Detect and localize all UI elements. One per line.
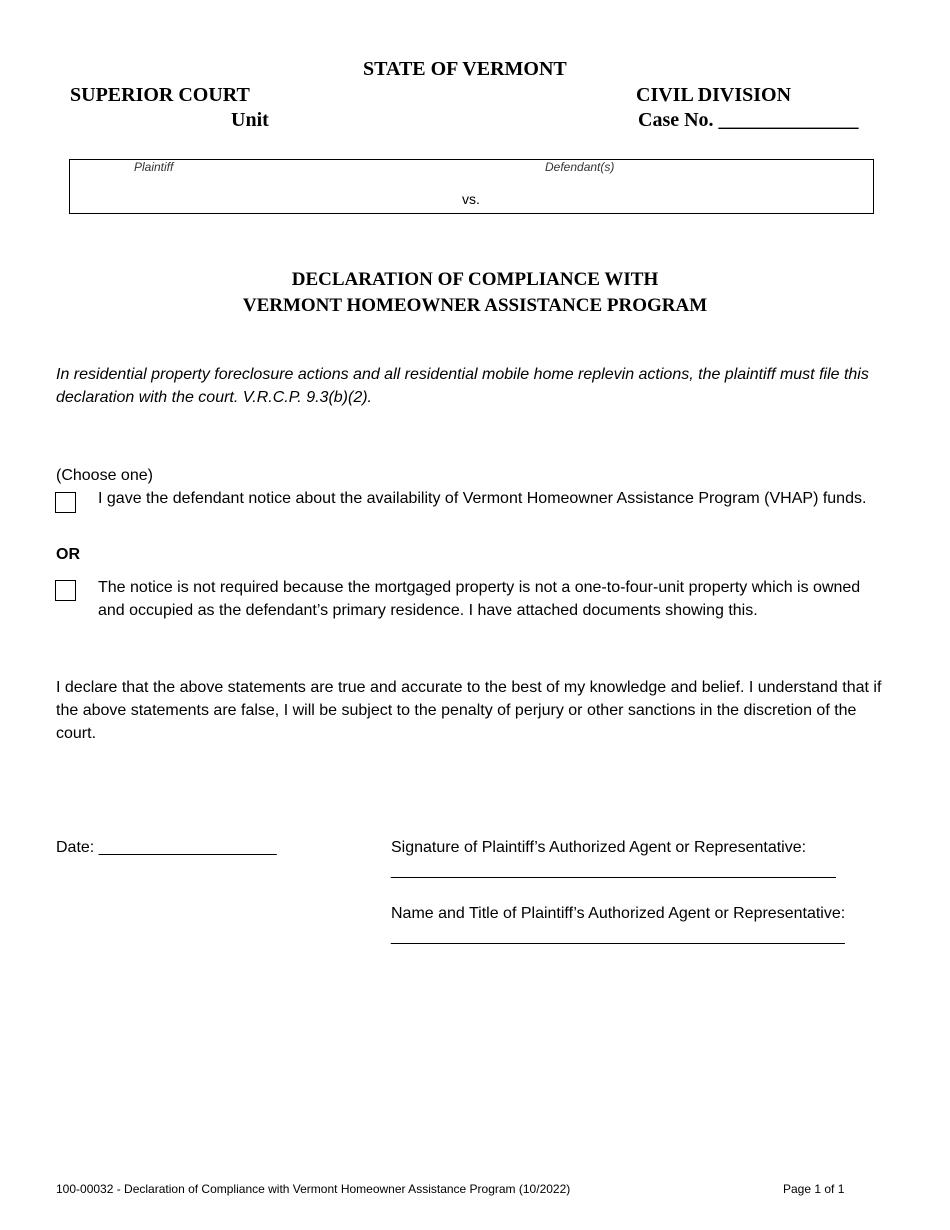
date-field[interactable]: Date: ____________________ [56,839,277,856]
instructions-text: In residential property foreclosure actions and all residential mobile home replevin actions, the plaintiff must file this declaration with the court. V.R.C.P. 9.3(b)(2). [56,366,869,406]
signature-line[interactable]: __________________________________________________ [391,862,836,879]
page-number: Page 1 of 1 [783,1182,845,1196]
unit-heading: Unit [231,109,269,131]
declaration-text: I declare that the above statements are true and accurate to the best of my knowledge and belief. I understand that if the above statements are false, I will be subject to the penalty of perjury or other sanctions in the discretion of the court. [56,679,882,742]
option-1-checkbox[interactable] [55,492,76,513]
signature-label: Signature of Plaintiff’s Authorized Agent or Representative: [391,839,807,856]
form-id-footer: 100-00032 - Declaration of Compliance with Vermont Homeowner Assistance Program (10/2022) [56,1182,571,1196]
plaintiff-label: Plaintiff [134,160,174,174]
name-title-label: Name and Title of Plaintiff’s Authorized Agent or Representative: [391,905,846,922]
defendant-label: Defendant(s) [545,160,615,174]
name-title-line[interactable]: ___________________________________________________ [391,928,845,945]
division-heading: CIVIL DIVISION [636,84,792,106]
versus-label: vs. [462,191,480,207]
choose-one-label: (Choose one) [56,467,153,484]
case-number-field[interactable]: Case No. ______________ [638,109,859,131]
state-heading: STATE OF VERMONT [363,58,567,80]
or-label: OR [56,546,80,563]
parties-box [69,159,874,214]
title-line-2: VERMONT HOMEOWNER ASSISTANCE PROGRAM [242,295,708,316]
title-line-1: DECLARATION OF COMPLIANCE WITH [291,269,659,290]
court-heading: SUPERIOR COURT [70,84,250,106]
option-2-checkbox[interactable] [55,580,76,601]
option-2-text: The notice is not required because the mortgaged property is not a one-to-four-unit property which is owned and occupied as the defendant’s primary residence. I have attached documents showing this. [98,579,861,619]
option-1-text: I gave the defendant notice about the availability of Vermont Homeowner Assistance Program (VHAP) funds. [98,490,867,507]
